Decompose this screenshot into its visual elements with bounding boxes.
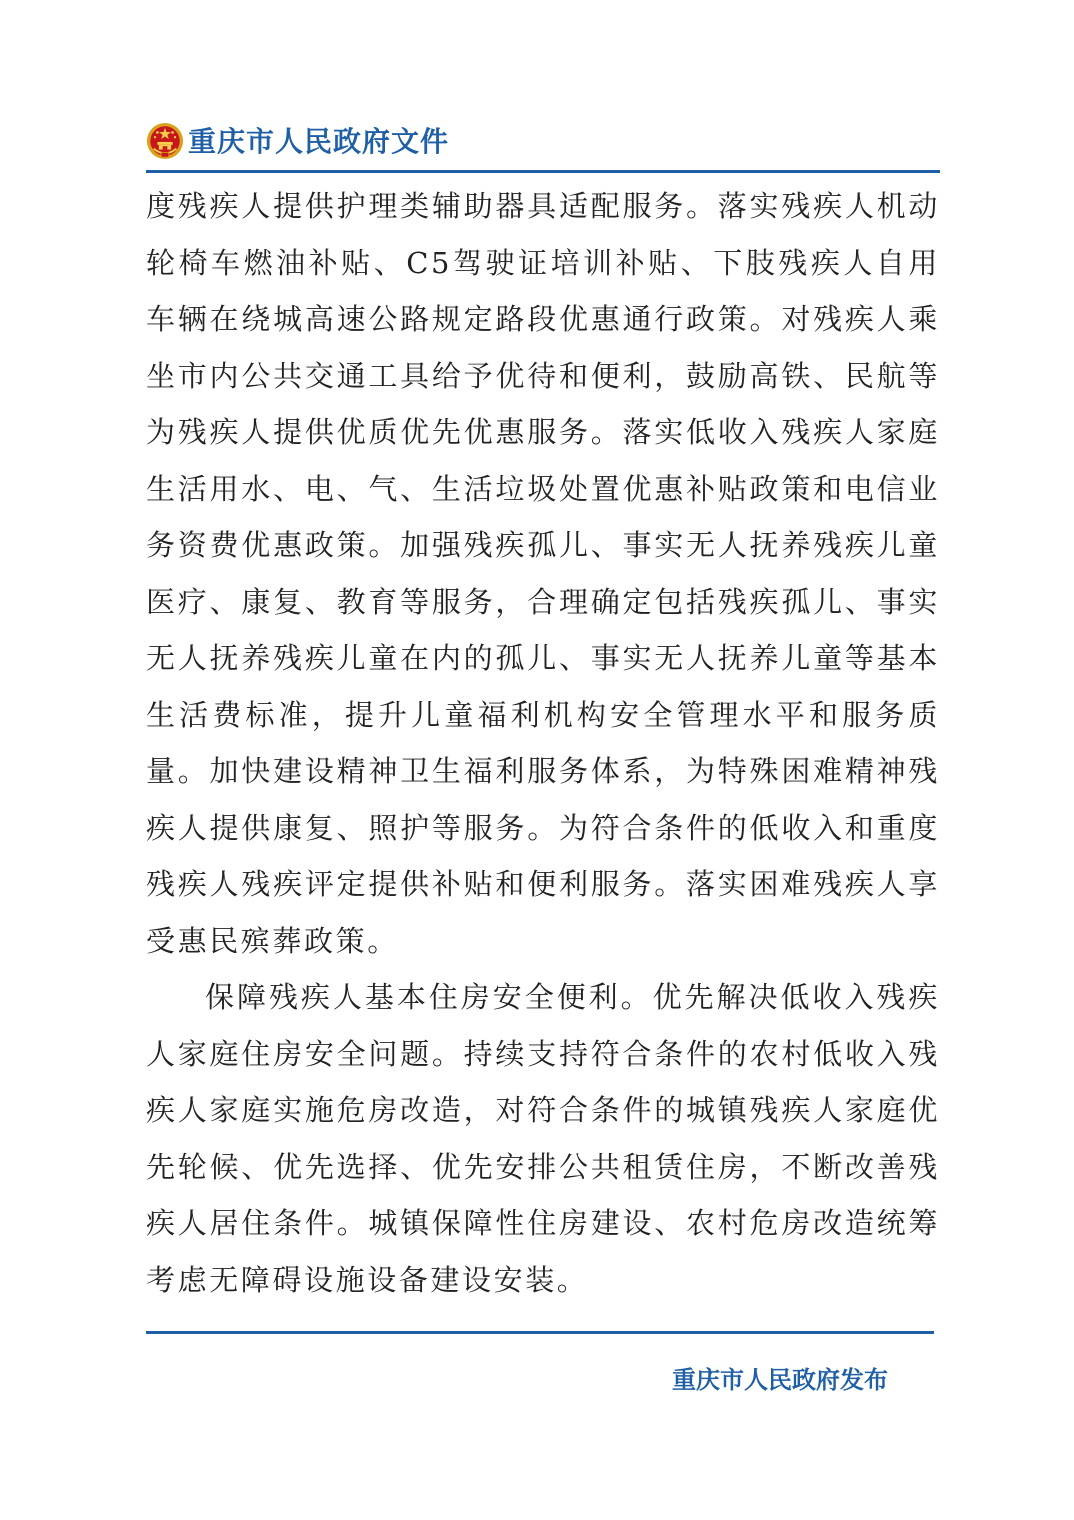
body-paragraph-1: 度残疾人提供护理类辅助器具适配服务。落实残疾人机动轮椅车燃油补贴、C5驾驶证培训补贴、下肢残疾人自用车辆在绕城高速公路规定路段优惠通行政策。对残疾人乘坐市内公共交通工具给予优待和便利，鼓励高铁、民航等为残疾人提供优质优先优惠服务。落实低收入残疾人家庭生活用水、电、气、生活垃圾处置优惠补贴政策和电信业务资费优惠政策。加强残疾孤儿、事实无人抚养残疾儿童医疗、康复、教育等服务，合理确定包括残疾孤儿、事实无人抚养残疾儿童在内的孤儿、事实无人抚养儿童等基本生活费标准，提升儿童福利机构安全管理水平和服务质量。加快建设精神卫生福利服务体系，为特殊困难精神残疾人提供康复、照护等服务。为符合条件的低收入和重度残疾人残疾评定提供补贴和便利服务。落实困难残疾人享受惠民殡葬政策。: [146, 189, 940, 958]
national-emblem-icon: [146, 122, 184, 160]
document-header: [146, 118, 940, 176]
document-header-title: 重庆市人民政府文件: [188, 125, 450, 158]
footer-publisher: 重庆市人民政府发布: [672, 1366, 888, 1394]
document-body: [146, 178, 940, 1308]
body-paragraph-2: 保障残疾人基本住房安全便利。优先解决低收入残疾人家庭住房安全问题。持续支持符合条件的农村低收入残疾人家庭实施危房改造，对符合条件的城镇残疾人家庭优先轮候、优先选择、优先安排公共租赁住房，不断改善残疾人居住条件。城镇保障性住房建设、农村危房改造统筹考虑无障碍设施设备建设安装。: [146, 980, 940, 1297]
footer-divider: [146, 1331, 934, 1334]
header-divider: [146, 170, 940, 173]
